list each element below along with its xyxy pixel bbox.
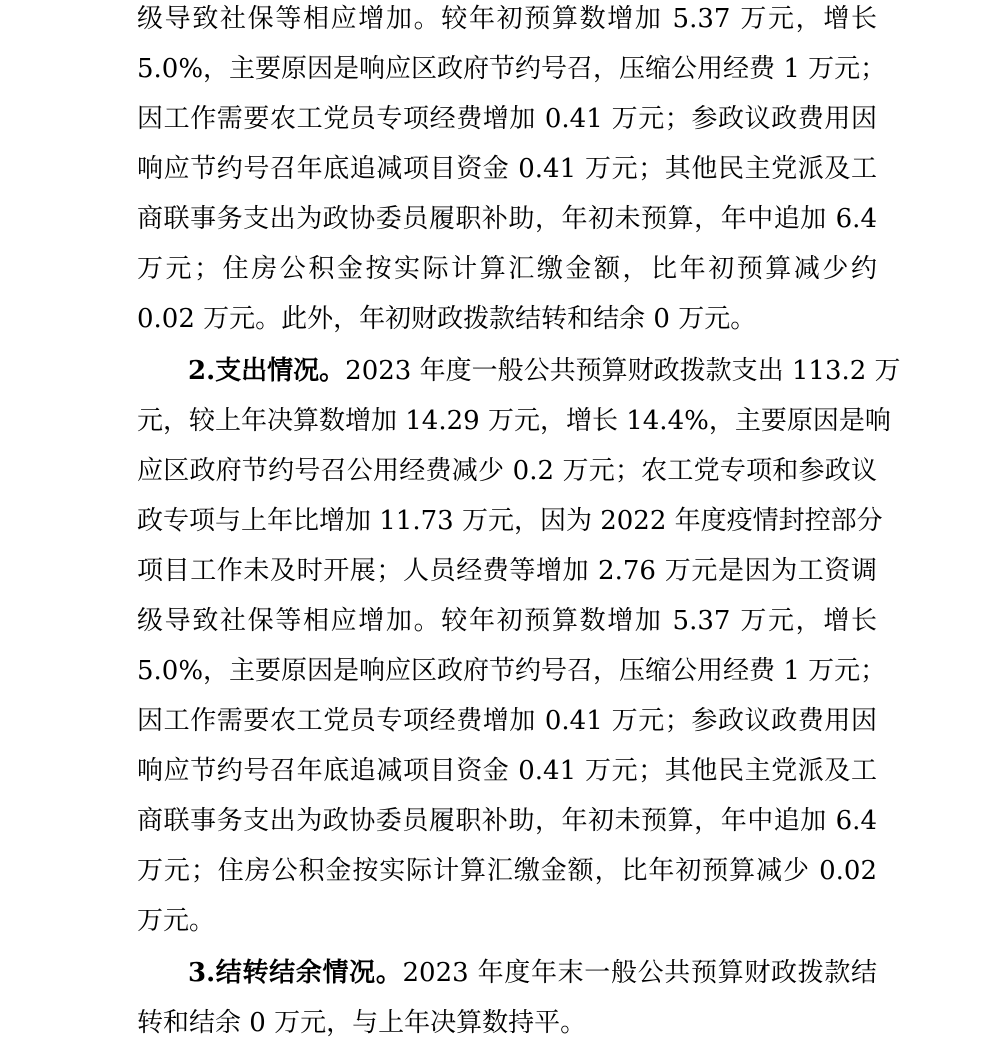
- section-3-heading: 3.结转结余情况。: [188, 958, 403, 988]
- text-line: 响应节约号召年底追减项目资金 0.41 万元；其他民主党派及工: [137, 154, 877, 184]
- text-line: 级导致社保等相应增加。较年初预算数增加 5.37 万元，增长: [137, 606, 877, 636]
- text-line: 政专项与上年比增加 11.73 万元，因为 2022 年度疫情封控部分: [137, 506, 883, 536]
- section-3-first-line: [188, 956, 877, 990]
- text-line: 因工作需要农工党员专项经费增加 0.41 万元；参政议政费用因: [137, 706, 877, 736]
- text-line: 响应节约号召年底追减项目资金 0.41 万元；其他民主党派及工: [137, 756, 877, 786]
- section-3-first-line-text: 2023 年度年末一般公共预算财政拨款结: [402, 958, 877, 988]
- text-line: 级导致社保等相应增加。较年初预算数增加 5.37 万元，增长: [137, 4, 877, 34]
- section-2-heading: 2.支出情况。: [188, 356, 346, 386]
- text-line: 万元；住房公积金按实际计算汇缴金额，比年初预算减少 0.02: [137, 856, 877, 886]
- text-line: 万元。: [137, 906, 216, 936]
- text-line: 商联事务支出为政协委员履职补助，年初未预算，年中追加 6.4: [137, 204, 877, 234]
- text-line: 0.02 万元。此外，年初财政拨款结转和结余 0 万元。: [137, 304, 757, 334]
- text-line: 项目工作未及时开展；人员经费等增加 2.76 万元是因为工资调: [137, 556, 877, 586]
- text-line: 5.0%，主要原因是响应区政府节约号召，压缩公用经费 1 万元；: [137, 656, 887, 686]
- section-2-first-line: [188, 354, 901, 388]
- text-line: 万元；住房公积金按实际计算汇缴金额，比年初预算减少约: [137, 254, 877, 284]
- text-line: 元，较上年决算数增加 14.29 万元，增长 14.4%，主要原因是响: [137, 406, 891, 436]
- text-line: 5.0%，主要原因是响应区政府节约号召，压缩公用经费 1 万元；: [137, 54, 887, 84]
- section-2-first-line-text: 2023 年度一般公共预算财政拨款支出 113.2 万: [345, 356, 901, 386]
- text-line: 商联事务支出为政协委员履职补助，年初未预算，年中追加 6.4: [137, 806, 877, 836]
- text-line: 应区政府节约号召公用经费减少 0.2 万元；农工党专项和参政议: [137, 456, 877, 486]
- text-line: 因工作需要农工党员专项经费增加 0.41 万元；参政议政费用因: [137, 104, 877, 134]
- text-line: 转和结余 0 万元，与上年决算数持平。: [137, 1008, 587, 1038]
